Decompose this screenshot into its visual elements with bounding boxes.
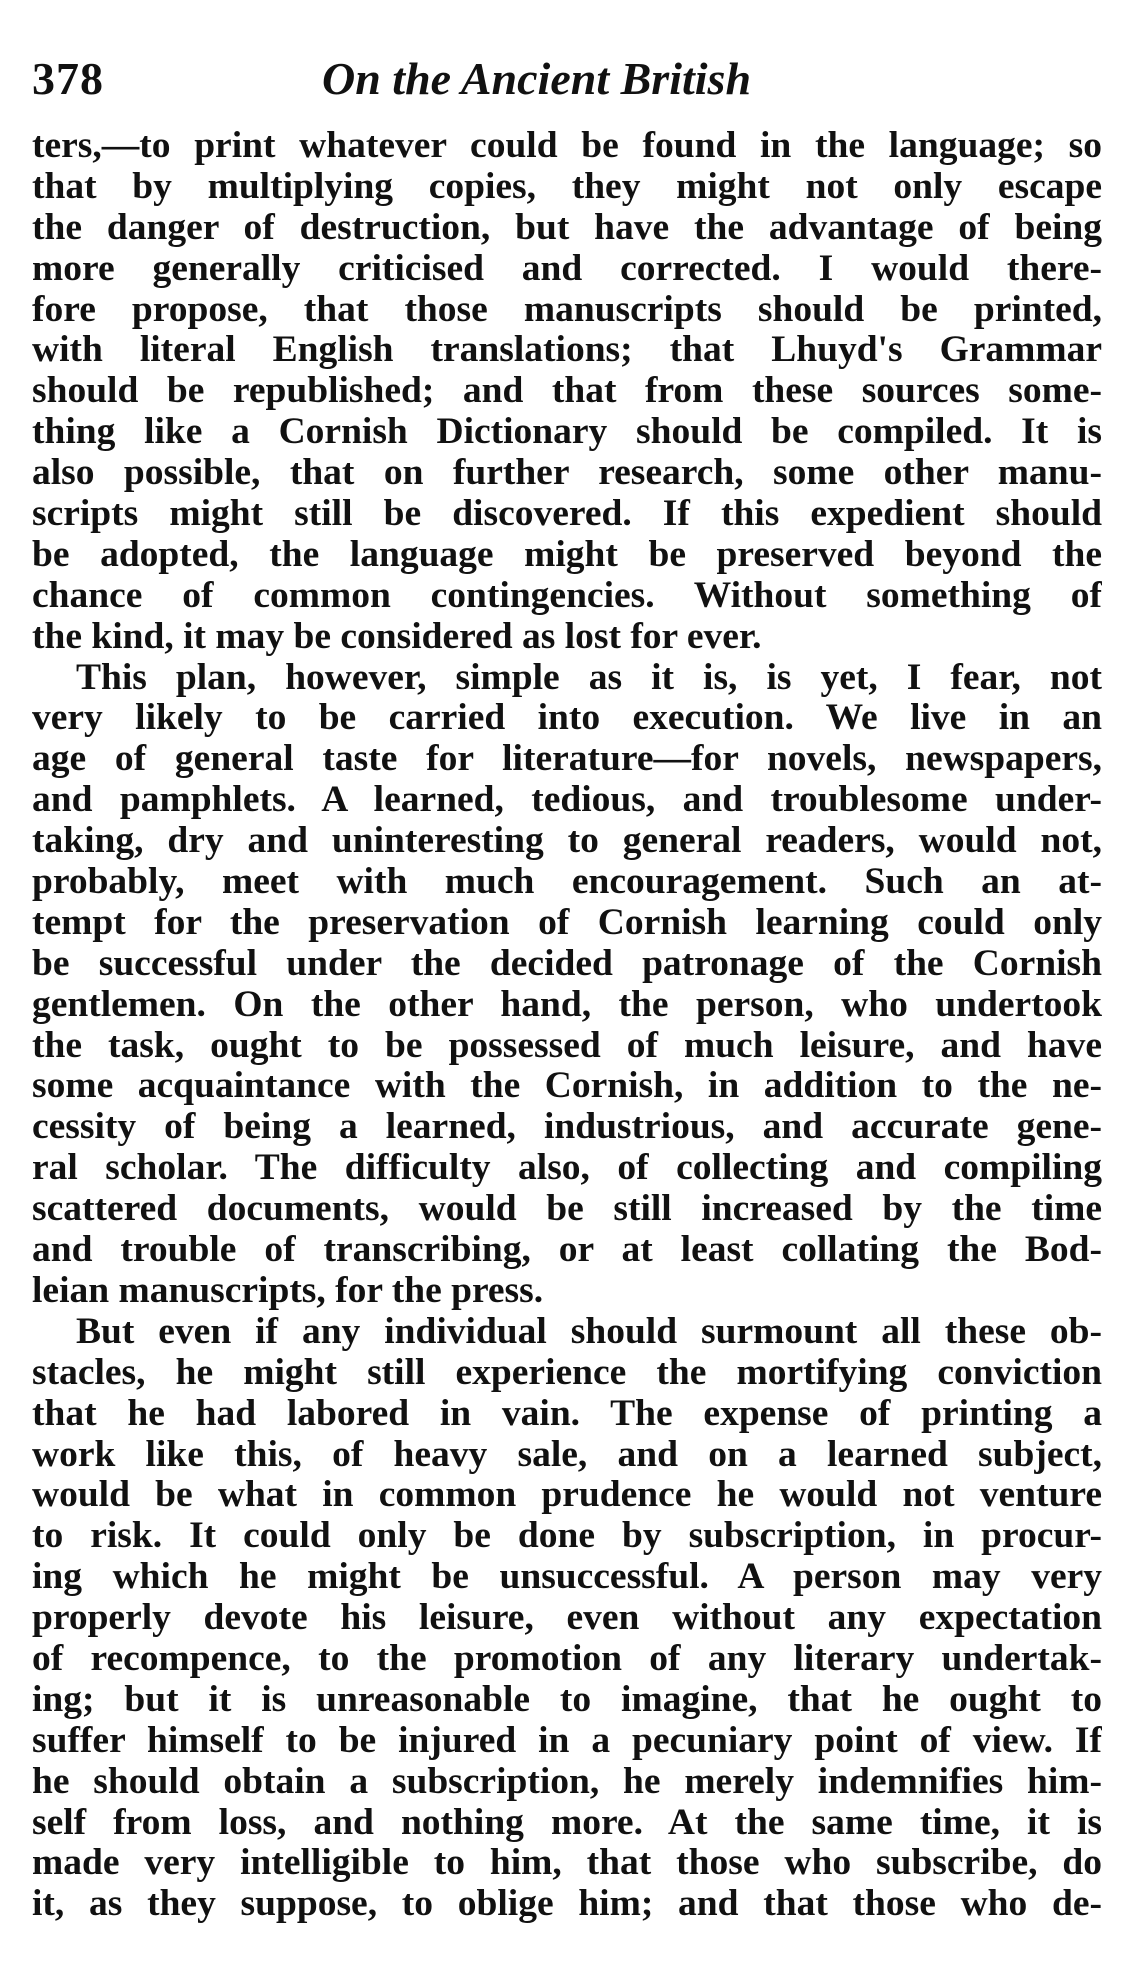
text-line: and pamphlets. A learned, tedious, and troublesome under- xyxy=(32,780,1102,821)
text-line: taking, dry and uninteresting to general readers, would not, xyxy=(32,821,1102,862)
text-line: made very intelligible to him, that those who subscribe, do xyxy=(32,1843,1102,1884)
text-line: with literal English translations; that Lhuyd's Grammar xyxy=(32,330,1102,371)
text-line: properly devote his leisure, even without any expectation xyxy=(32,1598,1102,1639)
text-line: cessity of being a learned, industrious, and accurate gene- xyxy=(32,1107,1102,1148)
text-line: the danger of destruction, but have the advantage of being xyxy=(32,207,1102,248)
text-line: should be republished; and that from these sources some- xyxy=(32,371,1102,412)
text-line: ters,—to print whatever could be found in the language; so xyxy=(32,126,1102,166)
text-line: stacles, he might still experience the mortifying conviction xyxy=(32,1352,1102,1393)
text-line: tempt for the preservation of Cornish learning could only xyxy=(32,902,1102,943)
text-line: scripts might still be discovered. If this expedient should xyxy=(32,494,1102,535)
text-line: fore propose, that those manuscripts should be printed, xyxy=(32,289,1102,330)
text-line: he should obtain a subscription, he merely indemnifies him- xyxy=(32,1761,1102,1802)
text-line: gentlemen. On the other hand, the person, who undertook xyxy=(32,984,1102,1025)
text-line: work like this, of heavy sale, and on a learned subject, xyxy=(32,1434,1102,1475)
text-line: ing; but it is unreasonable to imagine, that he ought to xyxy=(32,1679,1102,1720)
text-line: ing which he might be unsuccessful. A person may very xyxy=(32,1557,1102,1598)
text-line: the kind, it may be considered as lost for ever. xyxy=(32,616,762,657)
text-line: age of general taste for literature—for novels, newspapers, xyxy=(32,739,1102,780)
text-line: it, as they suppose, to oblige him; and that those who de- xyxy=(32,1884,1102,1925)
page-number: 378 xyxy=(32,53,104,104)
text-line: leian manuscripts, for the press. xyxy=(32,1270,544,1311)
text-line: be adopted, the language might be preserved beyond the xyxy=(32,534,1102,575)
text-line: self from loss, and nothing more. At the same time, it is xyxy=(32,1802,1102,1843)
text-line: chance of common contingencies. Without something of xyxy=(32,575,1102,616)
text-line: scattered documents, would be still increased by the time xyxy=(32,1189,1102,1230)
text-line: that by multiplying copies, they might not only escape xyxy=(32,166,1102,207)
paragraph-3 xyxy=(32,1312,1102,1925)
text-line: But even if any individual should surmount all these ob- xyxy=(76,1311,1102,1352)
text-line: very likely to be carried into execution. We live in an xyxy=(32,698,1102,739)
text-line: to risk. It could only be done by subscription, in procur- xyxy=(32,1516,1102,1557)
text-line: the task, ought to be possessed of much leisure, and have xyxy=(32,1025,1102,1066)
paragraph-2 xyxy=(32,658,1102,1312)
text-line: thing like a Cornish Dictionary should be compiled. It is xyxy=(32,412,1102,453)
text-line: that he had labored in vain. The expense of printing a xyxy=(32,1393,1102,1434)
running-title: On the Ancient British xyxy=(322,53,752,104)
paragraph-1 xyxy=(32,126,1102,658)
text-line: This plan, however, simple as it is, is yet, I fear, not xyxy=(76,657,1102,698)
text-line: probably, meet with much encouragement. Such an at- xyxy=(32,862,1102,903)
book-page xyxy=(32,52,1102,1925)
body-text xyxy=(32,126,1102,1925)
text-line: and trouble of transcribing, or at least collating the Bod- xyxy=(32,1230,1102,1271)
text-line: would be what in common prudence he would not venture xyxy=(32,1475,1102,1516)
text-line: be successful under the decided patronage of the Cornish xyxy=(32,943,1102,984)
running-head xyxy=(32,52,1102,126)
text-line: some acquaintance with the Cornish, in addition to the ne- xyxy=(32,1066,1102,1107)
text-line: more generally criticised and corrected. I would there- xyxy=(32,248,1102,289)
text-line: suffer himself to be injured in a pecuniary point of view. If xyxy=(32,1720,1102,1761)
text-line: ral scholar. The difficulty also, of collecting and compiling xyxy=(32,1148,1102,1189)
text-line: also possible, that on further research, some other manu- xyxy=(32,453,1102,494)
text-line: of recompence, to the promotion of any literary undertak- xyxy=(32,1638,1102,1679)
